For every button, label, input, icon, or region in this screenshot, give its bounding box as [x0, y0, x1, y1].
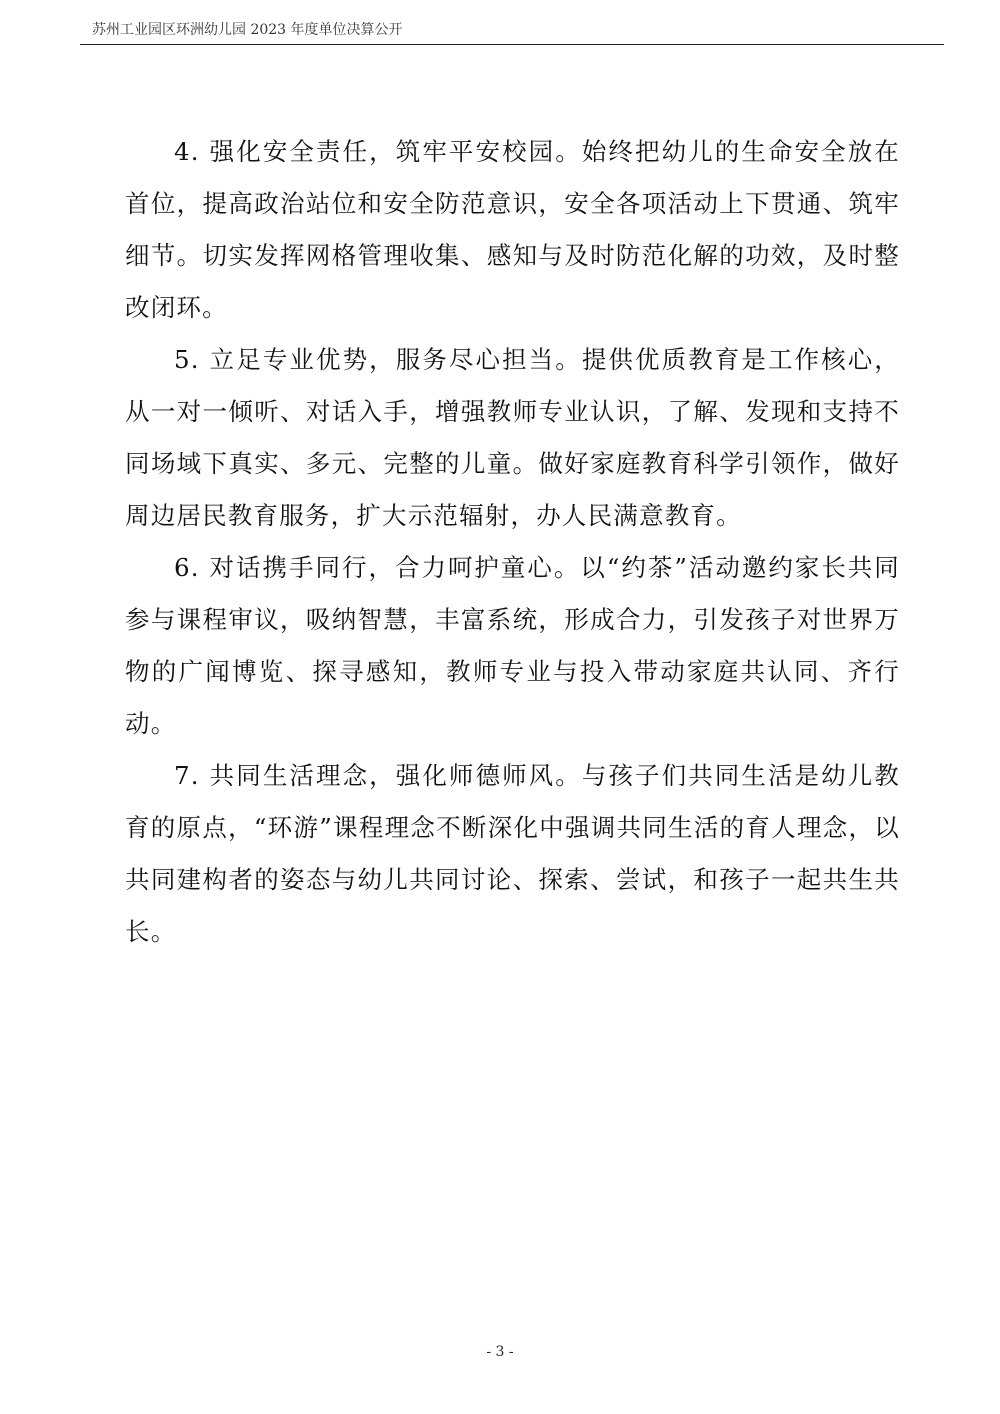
page-number: - 3 - [486, 1344, 514, 1360]
paragraph-item-5: 5. 立足专业优势，服务尽心担当。提供优质教育是工作核心，从一对一倾听、对话入手，增强教师专业认识，了解、发现和支持不同场域下真实、多元、完整的儿童。做好家庭教育科学引领作，做好周边居民教育服务，扩大示范辐射，办人民满意教育。 [125, 345, 900, 530]
paragraph-item-7: 7. 共同生活理念，强化师德师风。与孩子们共同生活是幼儿教育的原点，“环游”课程理念不断深化中强调共同生活的育人理念，以共同建构者的姿态与幼儿共同讨论、探索、尝试，和孩子一起共生共长。 [125, 761, 900, 946]
paragraph-item-6: 6. 对话携手同行，合力呵护童心。以“约茶”活动邀约家长共同参与课程审议，吸纳智慧，丰富系统，形成合力，引发孩子对世界万物的广闻博览、探寻感知，教师专业与投入带动家庭共认同、齐行动。 [125, 553, 900, 738]
document-body [125, 126, 900, 958]
header-divider [80, 44, 944, 45]
page-header-title: 苏州工业园区环洲幼儿园 2023 年度单位决算公开 [92, 22, 403, 38]
paragraph-item-4: 4. 强化安全责任，筑牢平安校园。始终把幼儿的生命安全放在首位，提高政治站位和安全防范意识，安全各项活动上下贯通、筑牢细节。切实发挥网格管理收集、感知与及时防范化解的功效，及时整改闭环。 [125, 137, 900, 322]
